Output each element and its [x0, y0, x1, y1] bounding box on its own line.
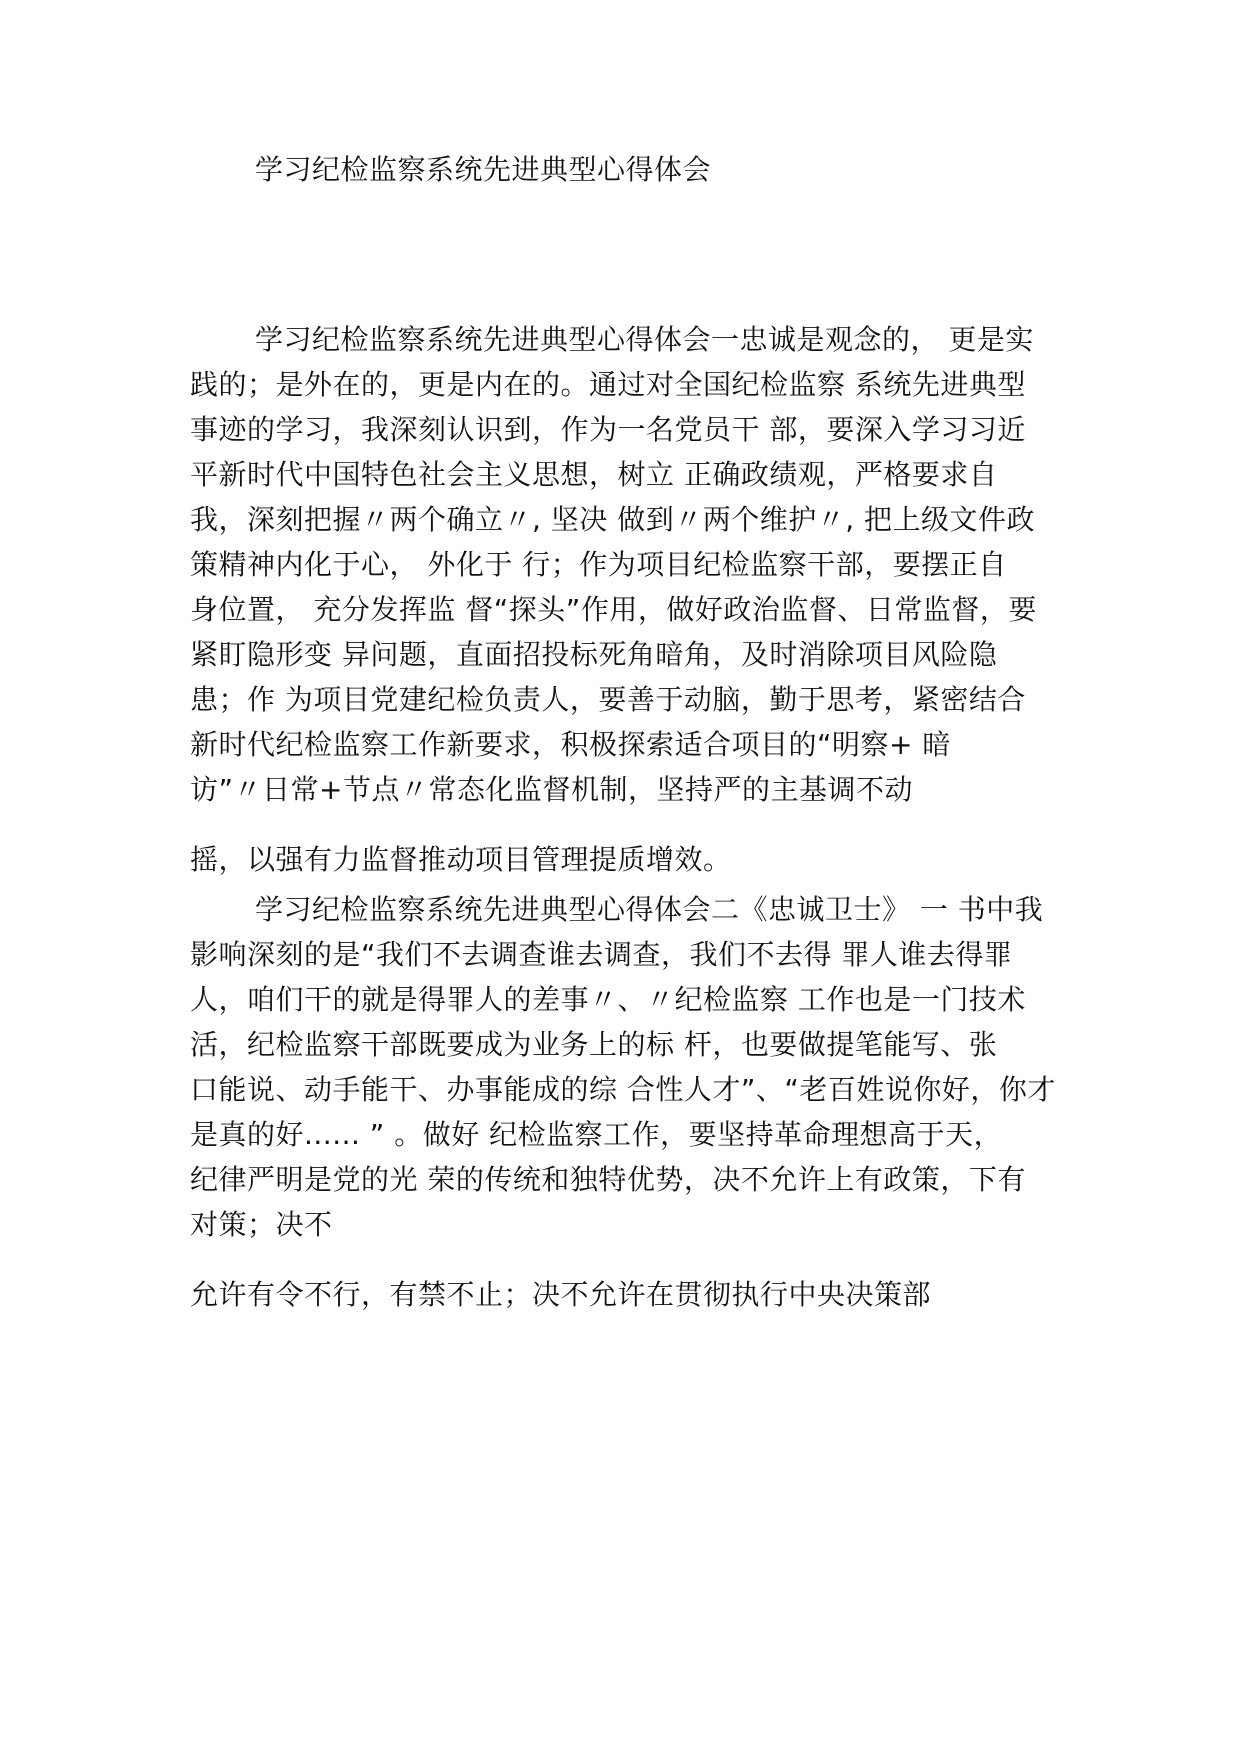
section2-line-9: 允许有令不行，有禁不止；决不允许在贯彻执行中央决策部	[190, 1278, 932, 1311]
section2-line-1: 学习纪检监察系统先进典型心得体会二《忠诚卫士》 一 书中我	[255, 893, 1044, 926]
section1-line-9: 患；作 为项目党建纪检负责人，要善于动脑，勤于思考，紧密结合	[190, 683, 1026, 716]
section2-line-6: 是真的好...... ” 。做好 纪检监察工作，要坚持革命理想高于天，	[190, 1118, 1003, 1151]
section1-line-7: 身位置， 充分发挥监 督“探头”作用，做好政治监督、日常监督，要	[190, 593, 1037, 626]
section2-line-7: 纪律严明是党的光 荣的传统和独特优势，决不允许上有政策，下有	[190, 1163, 1026, 1196]
section2-line-4: 活，纪检监察干部既要成为业务上的标 杆，也要做提笔能写、张	[190, 1028, 998, 1061]
section2-line-2: 影响深刻的是“我们不去调查谁去调查，我们不去得 罪人谁去得罪	[190, 938, 1013, 971]
section2-line-8: 对策；决不	[190, 1208, 333, 1241]
section1-line-3: 事迹的学习，我深刻认识到，作为一名党员干 部，要深入学习习近	[190, 413, 1026, 446]
section1-line-4: 平新时代中国特色社会主义思想，树立 正确政绩观，严格要求自	[190, 458, 998, 491]
section1-line-10: 新时代纪检监察工作新要求，积极探索适合项目的“明察+ 暗	[190, 728, 951, 761]
section2-line-5: 口能说、动手能干、办事能成的综 合性人才”、“老百姓说你好，你才	[190, 1073, 1056, 1106]
section1-line-8: 紧盯隐形变 异问题，直面招投标死角暗角，及时消除项目风险隐	[190, 638, 998, 671]
section1-line-12: 摇，以强有力监督推动项目管理提质增效。	[190, 843, 732, 876]
section1-line-2: 践的；是外在的，更是内在的。通过对全国纪检监察 系统先进典型	[190, 368, 1026, 401]
document-title: 学习纪检监察系统先进典型心得体会	[255, 153, 712, 186]
section2-line-3: 人，咱们干的就是得罪人的差事〃、〃纪检监察 工作也是一门技术	[190, 983, 1026, 1016]
section1-line-6: 策精神内化于心， 外化于 行；作为项目纪检监察干部，要摆正自	[190, 548, 1007, 581]
section1-line-11: 访”〃日常+节点〃常态化监督机制，坚持严的主基调不动	[190, 773, 913, 806]
section1-line-5: 我，深刻把握〃两个确立〃, 坚决 做到〃两个维护〃, 把上级文件政	[190, 503, 1036, 536]
section1-line-1: 学习纪检监察系统先进典型心得体会一忠诚是观念的， 更是实	[255, 323, 1034, 356]
